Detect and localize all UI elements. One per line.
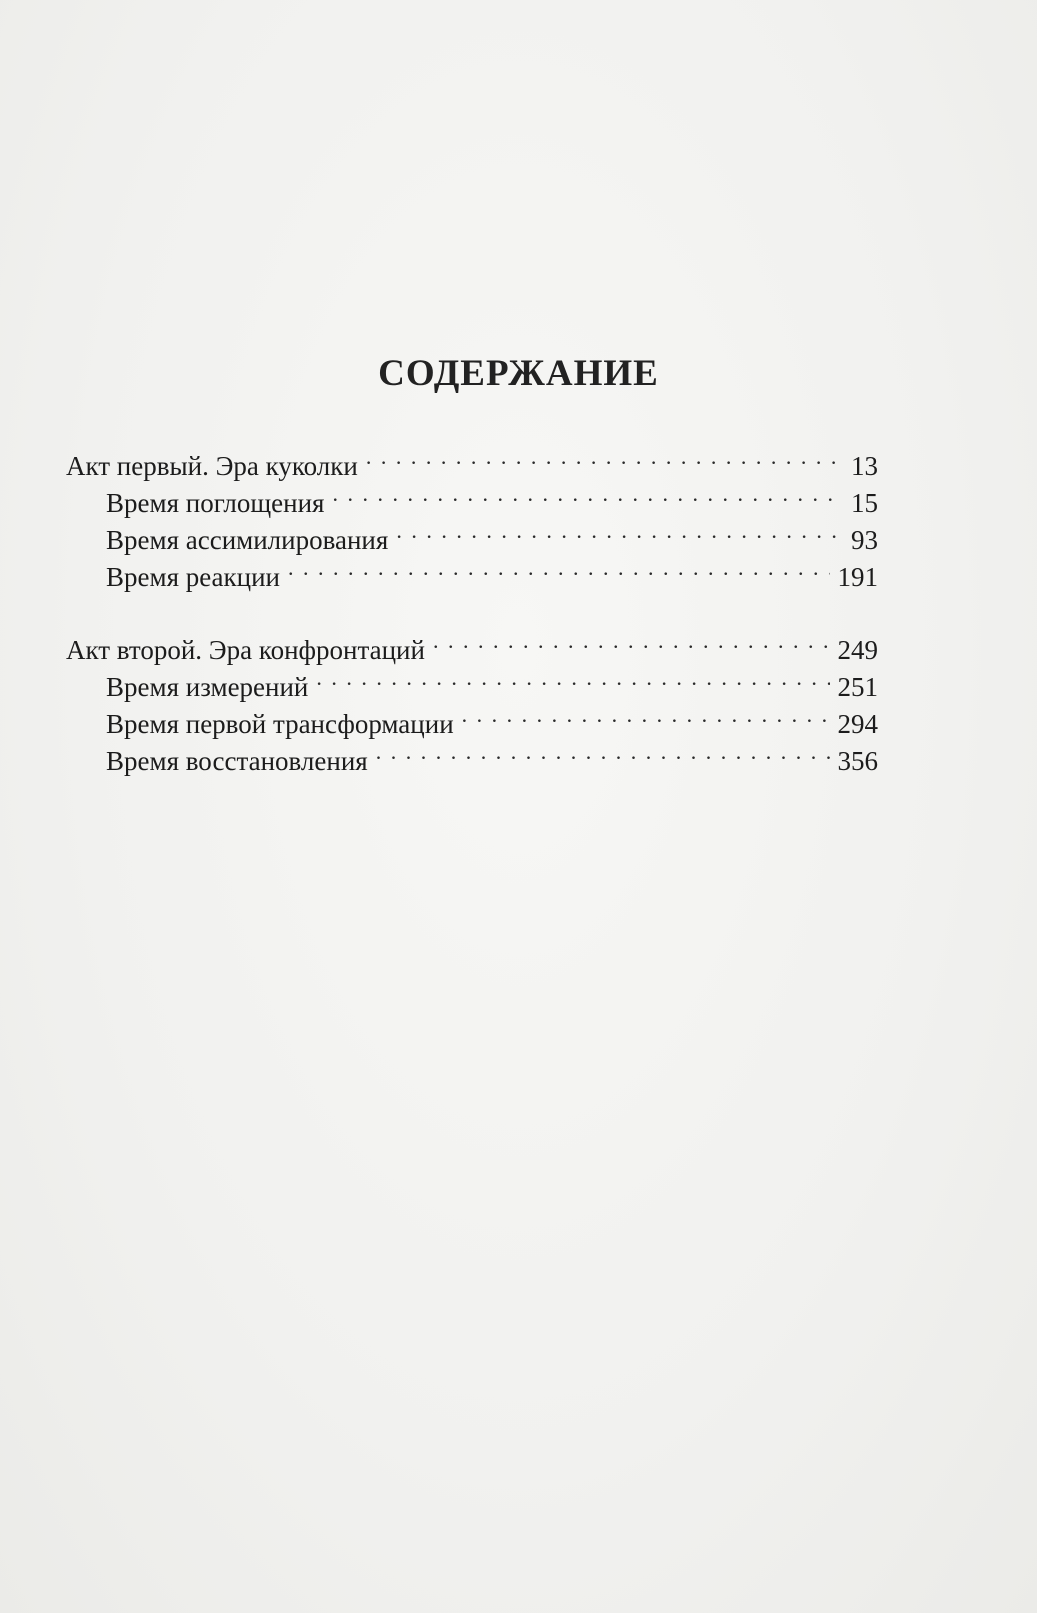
toc-entry-chapter: [66, 669, 878, 706]
dot-leader: [316, 669, 829, 696]
dot-leader: [376, 743, 830, 770]
toc-entry-page: 13: [851, 451, 878, 481]
toc-entry-chapter: [66, 522, 878, 559]
table-of-contents: [66, 448, 878, 780]
toc-entry-page: 356: [837, 746, 878, 776]
toc-entry-page: 93: [851, 525, 878, 555]
toc-entry-title: Время ассимилирования: [106, 525, 389, 555]
toc-entry-title: Время восстановления: [106, 746, 368, 776]
toc-entry-title: Время первой трансформации: [106, 709, 454, 739]
toc-entry-act-2: [66, 632, 878, 669]
toc-entry-title: Акт второй. Эра конфронтаций: [66, 635, 425, 665]
toc-entry-title: Время измерений: [106, 672, 309, 702]
toc-entry-page: 249: [837, 635, 878, 665]
toc-entry-page: 191: [837, 562, 878, 592]
toc-entry-chapter: [66, 559, 878, 596]
toc-entry-page: 294: [837, 709, 878, 739]
dot-leader: [366, 448, 843, 475]
dot-leader: [332, 485, 843, 512]
toc-entry-title: Акт первый. Эра куколки: [66, 451, 358, 481]
toc-entry-title: Время поглощения: [106, 488, 325, 518]
toc-entry-chapter: [66, 485, 878, 522]
toc-entry-chapter: [66, 706, 878, 743]
dot-leader: [433, 632, 830, 659]
dot-leader: [288, 559, 829, 586]
toc-entry-chapter: [66, 743, 878, 780]
dot-leader: [462, 706, 830, 733]
toc-entry-act-1: [66, 448, 878, 485]
dot-leader: [396, 522, 843, 549]
toc-entry-title: Время реакции: [106, 562, 281, 592]
toc-entry-page: 15: [851, 488, 878, 518]
toc-entry-page: 251: [837, 672, 878, 702]
page-title: СОДЕРЖАНИЕ: [378, 353, 659, 394]
